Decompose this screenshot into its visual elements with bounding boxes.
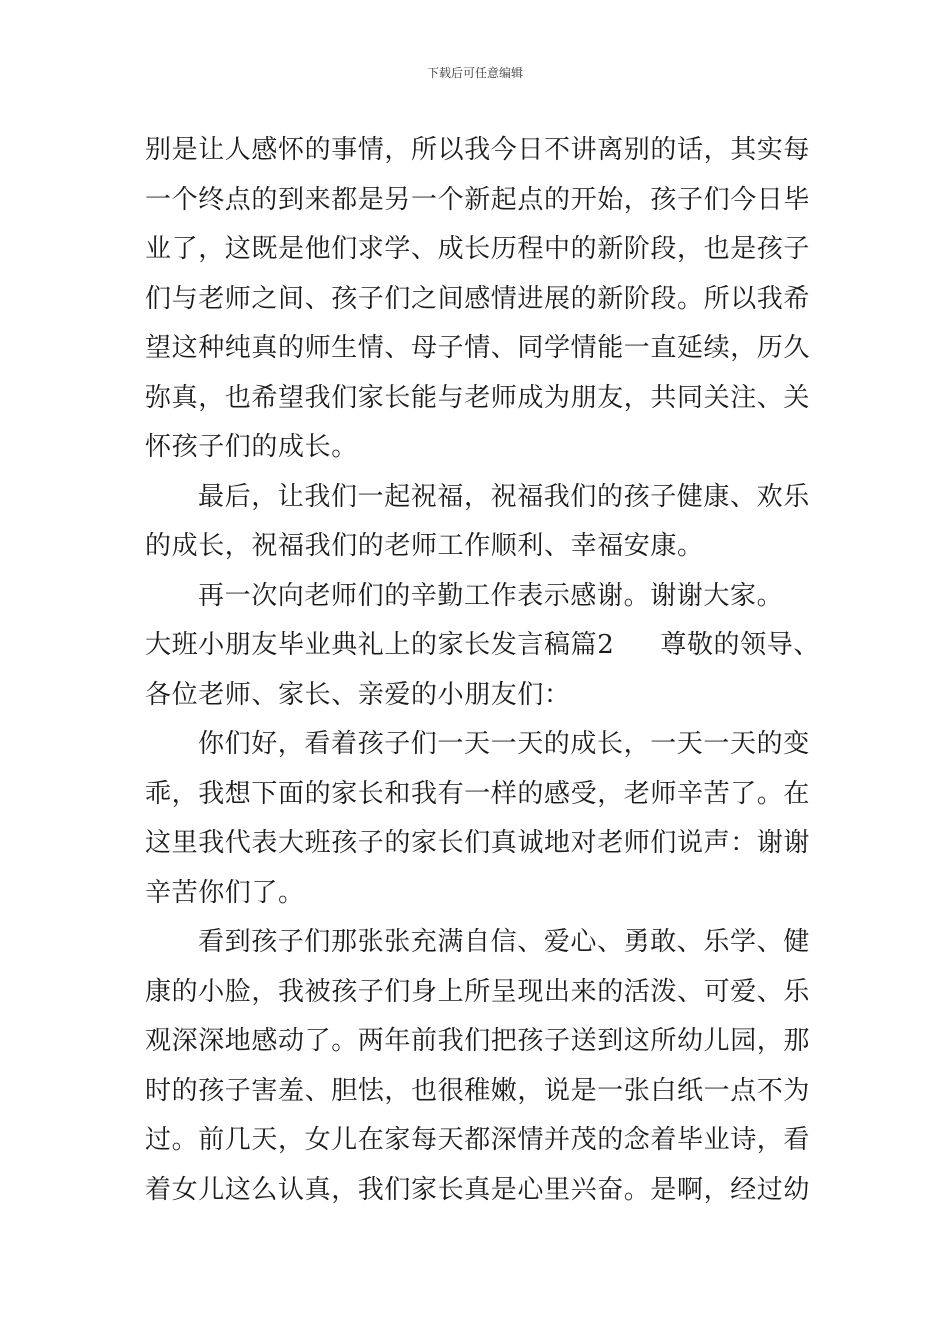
text-line: 这里我代表大班孩子的家长们真诚地对老师们说声：谢谢 bbox=[145, 828, 811, 858]
section-title: 大班小朋友毕业典礼上的家长发言稿篇2 bbox=[145, 630, 615, 660]
text-line: 时的孩子害羞、胆怯，也很稚嫩，说是一张白纸一点不为 bbox=[145, 1075, 811, 1106]
paragraph-first-line: 最后，让我们一起祝福，祝福我们的孩子健康、欢乐 bbox=[198, 481, 810, 512]
document-body bbox=[145, 126, 820, 1215]
text-line: 望这种纯真的师生情、母子情、同学情能一直延续，历久 bbox=[145, 333, 811, 363]
paragraph-first-line: 你们好，看着孩子们一天一天的成长，一天一天的变 bbox=[198, 729, 810, 759]
salutation-start: 尊敬的领导、 bbox=[660, 630, 820, 660]
text-line: 的成长，祝福我们的老师工作顺利、幸福安康。 bbox=[145, 531, 704, 561]
salutation-line: 各位老师、家长、亲爱的小朋友们： bbox=[145, 679, 571, 710]
section-title-line bbox=[145, 621, 820, 671]
text-line: 辛苦你们了。 bbox=[145, 877, 305, 908]
paragraph-first-line: 再一次向老师们的辛勤工作表示感谢。谢谢大家。 bbox=[198, 580, 784, 611]
text-line: 弥真，也希望我们家长能与老师成为朋友，共同关注、关 bbox=[145, 382, 811, 413]
text-line: 过。前几天，女儿在家每天都深情并茂的念着毕业诗，看 bbox=[145, 1125, 811, 1155]
paragraph-first-line: 看到孩子们那张张充满自信、爱心、勇敢、乐学、健 bbox=[198, 927, 810, 957]
text-line: 们与老师之间、孩子们之间感情进展的新阶段。所以我希 bbox=[145, 283, 811, 314]
text-line: 乖，我想下面的家长和我有一样的感受，老师辛苦了。在 bbox=[145, 778, 811, 809]
text-line: 着女儿这么认真，我们家长真是心里兴奋。是啊，经过幼 bbox=[145, 1174, 811, 1205]
text-line: 怀孩子们的成长。 bbox=[145, 432, 358, 462]
text-line: 康的小脸，我被孩子们身上所呈现出来的活泼、可爱、乐 bbox=[145, 976, 811, 1007]
text-line: 别是让人感怀的事情，所以我今日不讲离别的话，其实每 bbox=[145, 135, 811, 165]
page-header: 下载后可任意编辑 bbox=[426, 66, 523, 80]
text-line: 观深深地感动了。两年前我们把孩子送到这所幼儿园，那 bbox=[145, 1026, 811, 1056]
text-line: 业了，这既是他们求学、成长历程中的新阶段，也是孩子 bbox=[145, 234, 811, 264]
text-line: 一个终点的到来都是另一个新起点的开始，孩子们今日毕 bbox=[145, 184, 811, 215]
